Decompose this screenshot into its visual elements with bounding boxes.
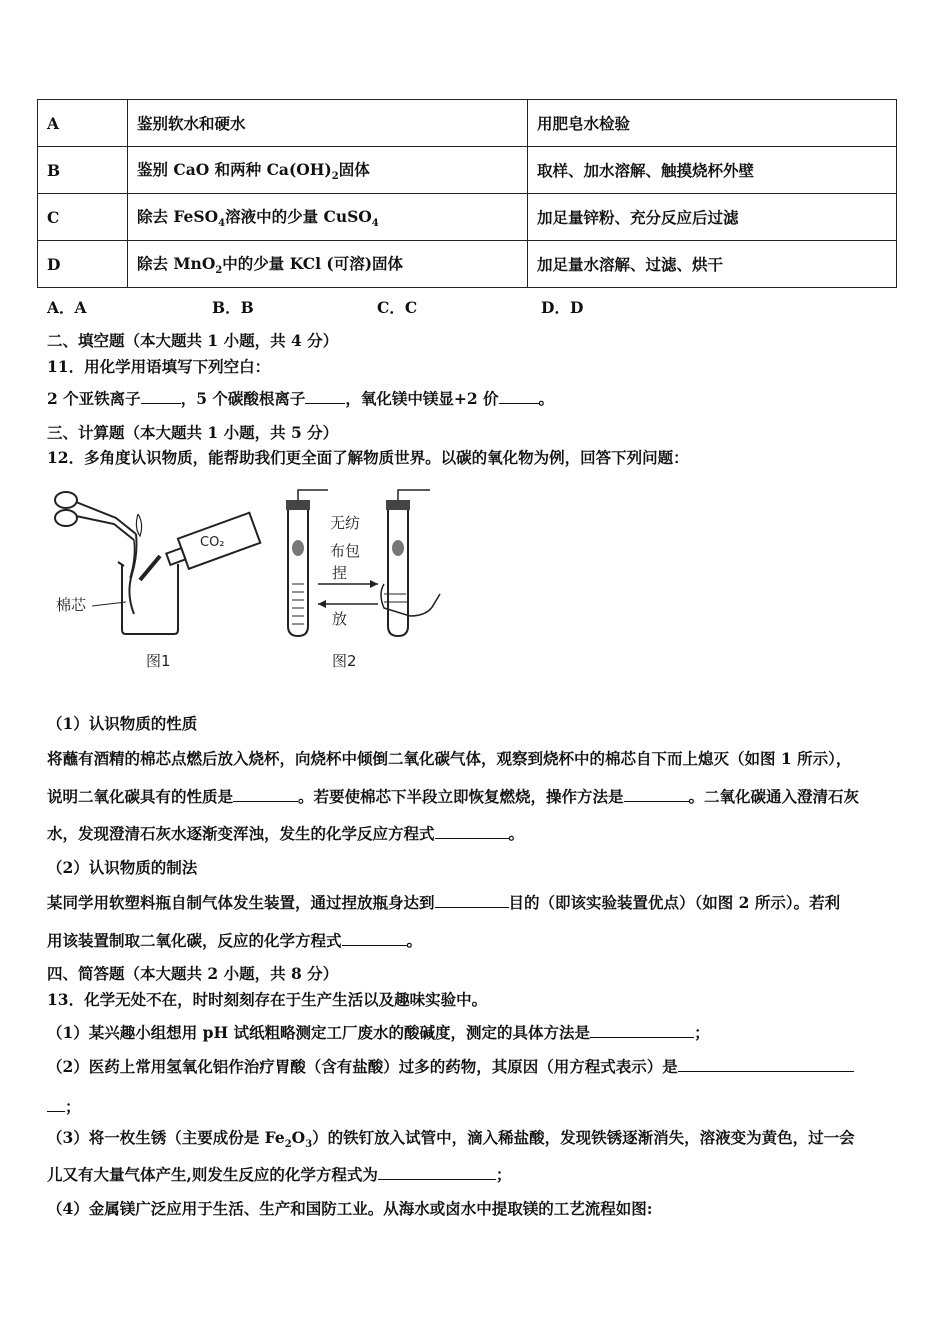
table-row — [38, 241, 897, 288]
question-13-part-2-end: ； — [47, 1095, 81, 1117]
section-title: 二、填空题（本大题共 1 小题，共 4 分） — [47, 331, 339, 350]
section-title: 四、简答题（本大题共 2 小题，共 8 分） — [47, 964, 339, 983]
row-item: 除去 MnO$_2$中的少量 KCl (可溶)固体 — [128, 241, 528, 288]
question-12: 12．多角度认识物质，能帮助我们更全面了解物质世界。以碳的氧化物为例，回答下列问题： — [47, 448, 689, 467]
figure-1-drawing — [46, 484, 266, 674]
part-1-title: （1）认识物质的性质 — [47, 714, 198, 733]
row-method: 用肥皂水检验 — [528, 100, 897, 147]
table-row — [38, 100, 897, 147]
choice-b[interactable]: B．B — [212, 298, 254, 317]
nonwoven-label-1: 无纺 — [330, 514, 361, 532]
figure-1 — [46, 484, 266, 674]
answer-blank[interactable] — [47, 1097, 65, 1112]
part-1-text: 将蘸有酒精的棉芯点燃后放入烧杯，向烧杯中倾倒二氧化碳气体，观察到烧杯中的棉芯自下而上熄灭（如图 1 所示）， — [47, 749, 852, 768]
question-13-part-4: （4）金属镁广泛应用于生活、生产和国防工业。从海水或卤水中提取镁的工艺流程如图: — [47, 1199, 653, 1218]
row-label: A — [38, 100, 128, 147]
question-13-part-1: （1）某兴趣小组想用 pH 试纸粗略测定工厂废水的酸碱度，测定的具体方法是 ； — [47, 1023, 710, 1042]
question-13-part-2: （2）医药上常用氢氧化铝作治疗胃酸（含有盐酸）过多的药物，其原因（用方程式表示）是 — [47, 1055, 854, 1077]
nonwoven-label-2: 布包 — [330, 542, 361, 560]
row-method: 加足量锌粉、充分反应后过滤 — [528, 194, 897, 241]
answer-blank[interactable] — [624, 787, 689, 802]
options-table — [37, 99, 897, 288]
figure-1-caption: 图1 — [146, 652, 171, 670]
row-label: C — [38, 194, 128, 241]
answer-blank[interactable] — [590, 1023, 694, 1038]
release-label: 放 — [332, 610, 348, 628]
question-11: 11．用化学用语填写下列空白： — [47, 357, 271, 376]
figure-2-drawing — [270, 484, 450, 674]
choice-c[interactable]: C．C — [377, 298, 418, 317]
answer-blank[interactable] — [342, 931, 407, 946]
section-title: 三、计算题（本大题共 1 小题，共 5 分） — [47, 423, 339, 442]
squeeze-label: 捏 — [332, 564, 348, 582]
co2-label: CO₂ — [200, 535, 225, 550]
answer-blank[interactable] — [141, 389, 181, 404]
table-row — [38, 194, 897, 241]
answer-blank[interactable] — [378, 1165, 496, 1180]
figure-2 — [270, 484, 450, 674]
choice-a[interactable]: A．A — [47, 298, 87, 317]
question-13: 13．化学无处不在，时时刻刻存在于生产生活以及趣味实验中。 — [47, 990, 488, 1009]
answer-blank[interactable] — [678, 1057, 854, 1072]
part-1-text: 说明二氧化碳具有的性质是 。若要使棉芯下半段立即恢复燃烧，操作方法是 。二氧化碳通入澄清石灰 — [47, 787, 860, 806]
cotton-label: 棉芯 — [56, 596, 87, 614]
answer-blank[interactable] — [435, 893, 509, 908]
part-2-title: （2）认识物质的制法 — [47, 858, 198, 877]
answer-blank[interactable] — [499, 389, 539, 404]
row-item: 鉴别软水和硬水 — [128, 100, 528, 147]
choice-d[interactable]: D．D — [541, 298, 584, 317]
table-row — [38, 147, 897, 194]
question-13-part-3: （3）将一枚生锈（主要成份是 $Fe_2O_3$）的铁钉放入试管中，滴入稀盐酸，发现铁锈逐渐消失，溶液变为黄色，过一会 — [47, 1128, 855, 1151]
part-1-text: 水，发现澄清石灰水逐渐变浑浊，发生的化学反应方程式 。 — [47, 824, 525, 843]
figure-2-caption: 图2 — [332, 652, 357, 670]
row-label: D — [38, 241, 128, 288]
question-13-part-3-cont: 儿又有大量气体产生,则发生反应的化学方程式为 ； — [47, 1165, 512, 1184]
question-11-blanks: 2 个亚铁离子 ，5 个碳酸根离子 ，氧化镁中镁显+2 价 。 — [47, 389, 555, 408]
row-item: 除去 FeSO$_4$溶液中的少量 CuSO$_4$ — [128, 194, 528, 241]
answer-blank[interactable] — [233, 787, 298, 802]
row-method: 取样、加水溶解、触摸烧杯外壁 — [528, 147, 897, 194]
part-2-text: 某同学用软塑料瓶自制气体发生装置，通过捏放瓶身达到 目的（即该实验装置优点）（如图 2 所示）。若利 — [47, 893, 841, 912]
row-item: 鉴别 CaO 和两种 $Ca(OH)_2$固体 — [128, 147, 528, 194]
row-label: B — [38, 147, 128, 194]
answer-blank[interactable] — [435, 824, 509, 839]
answer-blank[interactable] — [305, 389, 345, 404]
part-2-text: 用该装置制取二氧化碳，反应的化学方程式 。 — [47, 931, 423, 950]
row-method: 加足量水溶解、过滤、烘干 — [528, 241, 897, 288]
